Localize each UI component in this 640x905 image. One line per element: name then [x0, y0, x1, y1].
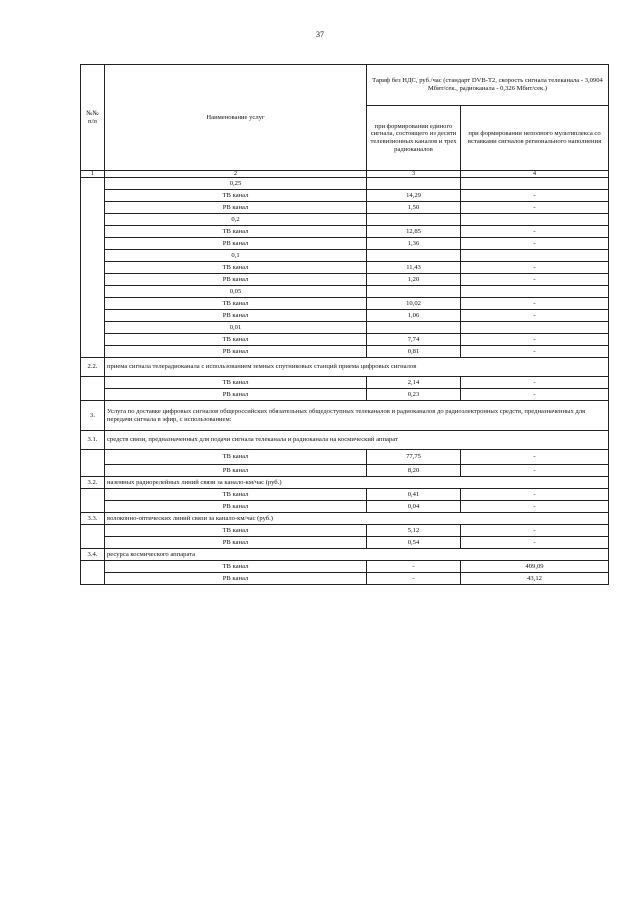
index-cell: 4 [461, 171, 609, 178]
table-row [81, 389, 609, 401]
value-cell: - [461, 190, 609, 202]
section-row-3-3 [81, 513, 609, 525]
section-title: волоконно-оптических линий связи за канало-км/час (руб.) [105, 513, 609, 525]
section-title: ресурса космического аппарата [105, 549, 609, 561]
value-cell: 14,29 [367, 190, 461, 202]
section-title: средств связи, предназначенных для подачи сигнала телеканала и радиоканала на космический аппарат [105, 431, 609, 450]
value-cell: 0,54 [367, 537, 461, 549]
coefficient-cell: 0,1 [105, 250, 367, 262]
table-row [81, 489, 609, 501]
channel-name: ТВ канал [105, 190, 367, 202]
number-cell [81, 178, 105, 358]
section-number: 3. [81, 401, 105, 431]
section-row-3 [81, 401, 609, 431]
page-number: 37 [316, 30, 324, 39]
channel-name: РВ канал [105, 501, 367, 513]
channel-name: ТВ канал [105, 226, 367, 238]
section-title: наземных радиорелейных линий связи за канало-км/час (руб.) [105, 477, 609, 489]
table-row [81, 537, 609, 549]
channel-name: РВ канал [105, 202, 367, 214]
header-col-single-signal: при формировании единого сигнала, состоящего из десяти телевизионных каналов и трех радиоканалов [367, 106, 461, 171]
value-cell: - [461, 377, 609, 389]
header-row [81, 65, 609, 106]
channel-name: РВ канал [105, 389, 367, 401]
table-row [81, 178, 609, 190]
section-title: приема сигнала телерадиоканала с использованием земных спутниковых станций приема цифровых сигналов [105, 358, 609, 377]
table-row [81, 346, 609, 358]
coefficient-cell: 0,2 [105, 214, 367, 226]
value-cell: 1,36 [367, 238, 461, 250]
value-cell: 409,09 [461, 561, 609, 573]
table-row [81, 322, 609, 334]
value-cell: 11,43 [367, 262, 461, 274]
index-cell: 1 [81, 171, 105, 178]
section-number: 3.1. [81, 431, 105, 450]
value-cell: 2,14 [367, 377, 461, 389]
value-cell: - [461, 389, 609, 401]
table-row [81, 465, 609, 477]
table-row [81, 286, 609, 298]
header-tariff: Тариф без НДС, руб./час (стандарт DVB-T2, скорость сигнала телеканала - 3,0904 Мбит/сек., радиоканала - 0,326 Мбит/сек.) [367, 65, 609, 106]
index-cell: 2 [105, 171, 367, 178]
index-cell: 3 [367, 171, 461, 178]
table-row [81, 202, 609, 214]
tariff-table [80, 64, 609, 585]
value-cell: - [461, 450, 609, 465]
index-row [81, 171, 609, 178]
coefficient-cell: 0,05 [105, 286, 367, 298]
table-row [81, 238, 609, 250]
value-cell: - [461, 262, 609, 274]
channel-name: РВ канал [105, 238, 367, 250]
channel-name: РВ канал [105, 310, 367, 322]
channel-name: ТВ канал [105, 489, 367, 501]
channel-name: ТВ канал [105, 262, 367, 274]
value-cell: 7,74 [367, 334, 461, 346]
table-row [81, 501, 609, 513]
section-number: 3.2. [81, 477, 105, 489]
table-row [81, 226, 609, 238]
channel-name: РВ канал [105, 573, 367, 585]
value-cell: - [461, 226, 609, 238]
section-title: Услуга по доставке цифровых сигналов общероссийских обязательных общедоступных телеканалов и радиоканалов до радиоэлектронных средств, предназначенных для передачи сигнала в эфир, с использованием: [105, 401, 609, 431]
value-cell: - [461, 525, 609, 537]
value-cell: - [461, 274, 609, 286]
value-cell: 5,12 [367, 525, 461, 537]
table-row [81, 377, 609, 389]
section-row-3-4 [81, 549, 609, 561]
value-cell: - [461, 298, 609, 310]
table-row [81, 573, 609, 585]
table-row [81, 274, 609, 286]
value-cell: - [461, 537, 609, 549]
channel-name: ТВ канал [105, 377, 367, 389]
section-row-3-1 [81, 431, 609, 450]
value-cell: 0,23 [367, 389, 461, 401]
value-cell: - [367, 573, 461, 585]
section-number: 2.2. [81, 358, 105, 377]
value-cell: 0,41 [367, 489, 461, 501]
table-row [81, 525, 609, 537]
channel-name: ТВ канал [105, 298, 367, 310]
value-cell: 1,50 [367, 202, 461, 214]
table-row [81, 450, 609, 465]
channel-name: РВ канал [105, 346, 367, 358]
table-row [81, 250, 609, 262]
value-cell: - [461, 310, 609, 322]
value-cell: 0,81 [367, 346, 461, 358]
coefficient-cell: 0,25 [105, 178, 367, 190]
channel-name: ТВ канал [105, 450, 367, 465]
header-col-partial-multiplex: при формировании неполного мультиплекса со вставками сигналов регионального наполнения [461, 106, 609, 171]
table-row [81, 561, 609, 573]
channel-name: РВ канал [105, 465, 367, 477]
table-row [81, 214, 609, 226]
value-cell: 1,06 [367, 310, 461, 322]
value-cell: - [461, 346, 609, 358]
channel-name: ТВ канал [105, 561, 367, 573]
section-row-3-2 [81, 477, 609, 489]
value-cell: - [461, 489, 609, 501]
table-row [81, 310, 609, 322]
section-row-2-2 [81, 358, 609, 377]
section-number: 3.3. [81, 513, 105, 525]
value-cell: - [461, 238, 609, 250]
table-row [81, 298, 609, 310]
value-cell: - [367, 561, 461, 573]
channel-name: РВ канал [105, 537, 367, 549]
channel-name: ТВ канал [105, 525, 367, 537]
value-cell: - [461, 334, 609, 346]
header-col-name: Наименование услуг [105, 65, 367, 171]
section-number: 3.4. [81, 549, 105, 561]
value-cell: 43,12 [461, 573, 609, 585]
table-row [81, 334, 609, 346]
value-cell: 10,02 [367, 298, 461, 310]
value-cell: 12,85 [367, 226, 461, 238]
value-cell: - [461, 465, 609, 477]
table-row [81, 190, 609, 202]
value-cell: 8,20 [367, 465, 461, 477]
value-cell: 77,75 [367, 450, 461, 465]
value-cell: 1,20 [367, 274, 461, 286]
channel-name: ТВ канал [105, 334, 367, 346]
header-col-number: №№ п/п [81, 65, 105, 171]
channel-name: РВ канал [105, 274, 367, 286]
value-cell: - [461, 501, 609, 513]
value-cell: - [461, 202, 609, 214]
coefficient-cell: 0,01 [105, 322, 367, 334]
table-row [81, 262, 609, 274]
value-cell: 0,04 [367, 501, 461, 513]
